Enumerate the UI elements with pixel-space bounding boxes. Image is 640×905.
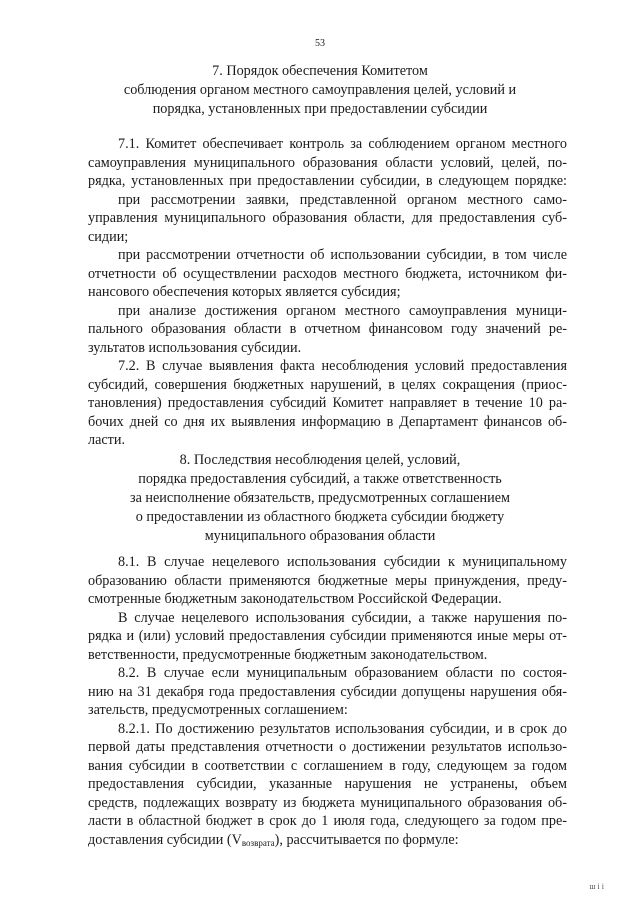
text-line: средств, подлежащих возврату из бюджета муниципального образования об- xyxy=(88,794,567,811)
text-line: нансового обеспечения которых является субсидия; xyxy=(88,284,401,300)
heading-line: 7. Порядок обеспечения Комитетом xyxy=(212,63,428,79)
text-line: управления муниципального образования области, для предоставления суб- xyxy=(88,210,567,226)
text-line: вания субсидии в соответствии с соглашением в году, следующем за годом xyxy=(88,757,567,774)
section-8-body xyxy=(88,553,567,852)
text-line: рядка и (или) условий предоставления субсидии применяются иные меры от- xyxy=(88,628,567,644)
text-line: при рассмотрении отчетности об использовании субсидии, в том числе xyxy=(118,247,567,263)
text-line: 7.2. В случае выявления факта несоблюдения условий предоставления xyxy=(118,358,567,374)
heading-line: за неисполнение обязательств, предусмотренных соглашением xyxy=(129,490,511,506)
heading-line: соблюдения органом местного самоуправления целей, условий и xyxy=(123,82,517,98)
text-line: зательств, предусмотренных соглашением: xyxy=(88,702,348,718)
text-line-formula-intro xyxy=(88,831,567,853)
text-line: образованию области применяются бюджетные меры принуждения, преду- xyxy=(88,572,567,589)
text-line: ветственности, предусмотренные бюджетным законодательством. xyxy=(88,646,488,663)
section-7-heading xyxy=(100,62,540,119)
text-line: зультатов использования субсидии. xyxy=(88,339,302,356)
text-line: отчетности об осуществлении расходов местного бюджета, источником фи- xyxy=(88,265,567,282)
text-line: первой даты представления отчетности о достижении результатов использо- xyxy=(88,739,567,755)
text-line: самоуправления муниципального образования области условий, целей, по- xyxy=(88,154,567,171)
section-7-body xyxy=(88,135,567,450)
v-return-subscript: возврата xyxy=(241,837,275,848)
text-line: В случае нецелевого использования субсидии, а также нарушения по- xyxy=(118,609,567,626)
text-line: смотренные бюджетным законодательством Российской Федерации. xyxy=(88,591,502,607)
heading-line: о предоставлении из областного бюджета субсидии бюджету xyxy=(135,509,505,525)
text-line: предоставления субсидии, указанные нарушения не устранены, объем xyxy=(88,776,567,792)
text-line: субсидий, совершения бюджетных нарушений, в целях сокращения (приос- xyxy=(88,376,567,393)
text-line: бочих дней со дня их выявления информацию в Департамент финансов об- xyxy=(88,413,567,430)
section-8-heading xyxy=(100,451,540,546)
text-line: тановления) предоставления субсидий Комитет направляет в течение 10 ра- xyxy=(88,395,567,411)
corner-mark: ш і і xyxy=(589,882,604,891)
text-line: нию на 31 декабря года предоставления субсидии допущены нарушения обя- xyxy=(88,683,567,700)
text-line: при рассмотрении заявки, представленной органом местного само- xyxy=(118,191,567,208)
text-line: 8.2. В случае если муниципальным образованием области по состоя- xyxy=(118,665,567,681)
heading-line: порядка предоставления субсидий, а также ответственность xyxy=(138,471,502,487)
heading-line: порядка, установленных при предоставлении субсидии xyxy=(152,101,488,117)
text-line: ласти в областной бюджет в срок до 1 июля года, следующего за годом пре- xyxy=(88,813,567,829)
text-line: при анализе достижения органом местного самоуправления муници- xyxy=(118,302,567,319)
text-line: рядка, установленных при предоставлении субсидии, в следующем порядке: xyxy=(88,173,567,189)
text-fragment: доставления субсидии (V xyxy=(88,831,242,848)
text-line: 7.1. Комитет обеспечивает контроль за соблюдением органом местного xyxy=(118,136,567,152)
page-number: 53 xyxy=(315,38,325,49)
text-line: ласти. xyxy=(88,432,126,448)
text-line: 8.1. В случае нецелевого использования субсидии к муниципальному xyxy=(118,554,567,570)
text-line: 8.2.1. По достижению результатов использования субсидии, и в срок до xyxy=(118,720,567,737)
text-line: сидии; xyxy=(88,228,129,245)
heading-line: муниципального образования области xyxy=(204,528,436,544)
text-fragment: ), рассчитывается по формуле: xyxy=(274,831,459,848)
text-line: пального образования области в отчетном финансовом году значений ре- xyxy=(88,321,567,337)
heading-line: 8. Последствия несоблюдения целей, условий, xyxy=(179,452,461,468)
